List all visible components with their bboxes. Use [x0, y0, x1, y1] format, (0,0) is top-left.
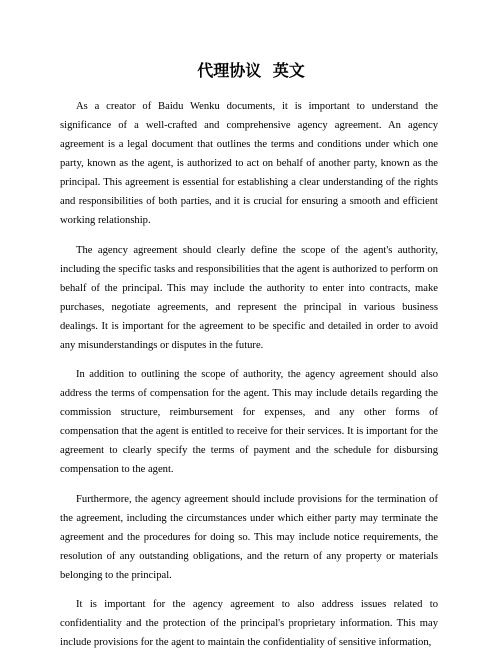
paragraph: In addition to outlining the scope of authority, the agency agreement should also address the terms of compensation for the agent. This may include details regarding the commission structure, reimbursement for expenses, and any other forms of compensation that the agent is entitled to receive for their services. It is important for the agreement to clearly specify the terms of payment and the schedule for disbursing compensation to the agent. — [60, 369, 438, 475]
paragraph: The agency agreement should clearly define the scope of the agent's authority, including the specific tasks and responsibilities that the agent is authorized to perform on behalf of the principal. This may include the authority to enter into contracts, make purchases, negotiate agreements, and represent the principal in various business dealings. It is important for the agreement to be specific and detailed in order to avoid any misunderstandings or disputes in the future. — [60, 244, 438, 351]
paragraph: Furthermore, the agency agreement should include provisions for the termination of the agreement, including the circumstances under which either party may terminate the agreement and the procedures for doing so. This may include notice requirements, the resolution of any outstanding obligations, and the return of any property or materials belonging to the principal. — [60, 493, 438, 581]
paragraph: It is important for the agency agreement to also address issues related to confidentiality and the protection of the principal's proprietary information. This may include provisions for the agent to maintain the confidentiality of sensitive information, — [60, 599, 438, 648]
document-title: 代理协议 英文 — [197, 61, 305, 80]
document-body — [60, 97, 438, 663]
paragraph: As a creator of Baidu Wenku documents, it is important to understand the significance of a well-crafted and comprehensive agency agreement. An agency agreement is a legal document that outlines the terms and conditions under which one party, known as the agent, is authorized to act on behalf of another party, known as the principal. This agreement is essential for establishing a clear understanding of the rights and responsibilities of both parties, and it is crucial for ensuring a smooth and efficient working relationship. — [60, 101, 438, 226]
